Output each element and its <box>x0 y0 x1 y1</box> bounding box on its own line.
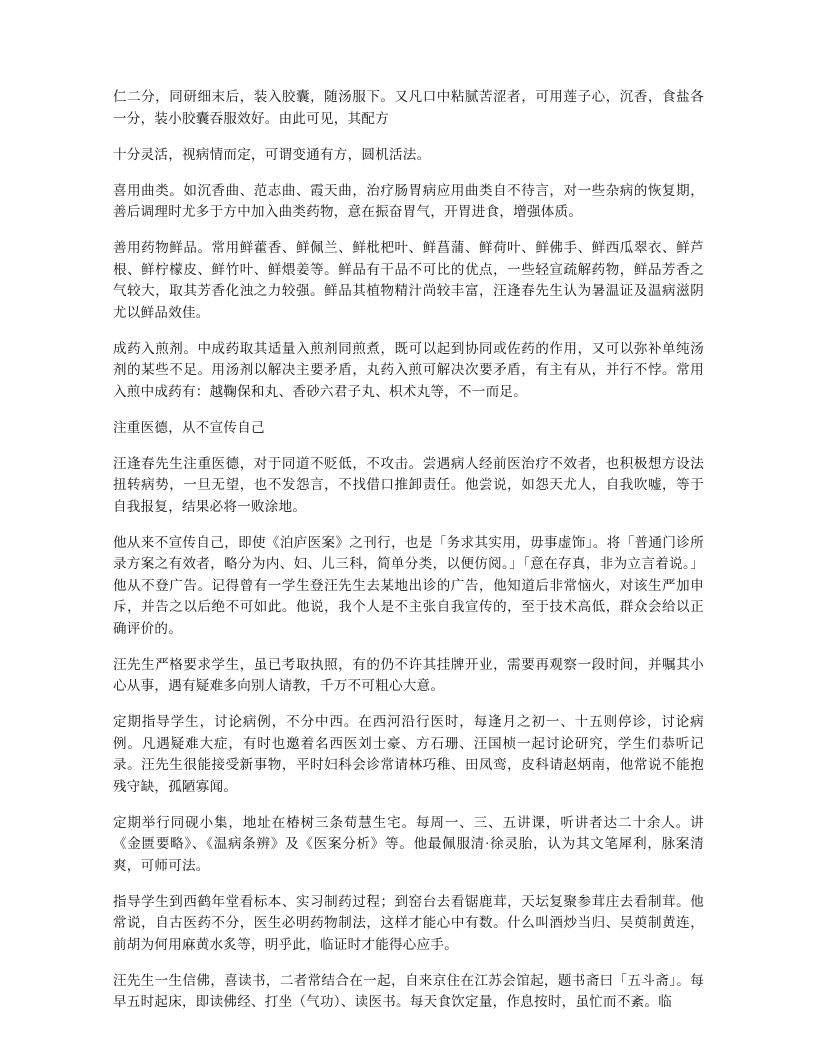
paragraph: 指导学生到西鹤年堂看标本、实习制药过程；到窑台去看锯鹿茸，天坛复聚参茸庄去看制茸。他常说，自古医药不分，医生必明药物制法，这样才能心中有数。什么叫酒炒当归、吴萸制黄连，前胡为何用麻黄水炙等，明乎此，临证时才能得心应手。 <box>113 893 704 952</box>
paragraph: 汪逢春先生注重医德，对于同道不贬低，不攻击。尝遇病人经前医治疗不效者，也积极想方设法扭转病势，一旦无望，也不发怨言，不找借口推卸责任。他尝说，如怨天尤人，自我吹嘘，等于自我报复，结果必将一败涂地。 <box>113 455 704 514</box>
paragraph: 善用药物鲜品。常用鲜藿香、鲜佩兰、鲜枇杷叶、鲜菖蒲、鲜荷叶、鲜佛手、鲜西瓜翠衣、鲜芦根、鲜柠檬皮、鲜竹叶、鲜煨姜等。鲜品有干品不可比的优点，一些轻宣疏解药物，鲜品芳香之气较大，取其芳香化浊之力较强。鲜品其植物精汁尚较丰富，汪逢春先生认为暑温证及温病滋阴尤以鲜品效佳。 <box>113 240 704 320</box>
paragraph: 仁二分，同研细末后，装入胶囊，随汤服下。又凡口中粘腻苦涩者，可用莲子心，沉香，食盐各一分，装小胶囊吞服效好。由此可见，其配方 <box>113 89 704 126</box>
paragraph: 定期举行同砚小集，地址在椿树三条荀慧生宅。每周一、三、五讲课，听讲者达二十余人。讲《金匮要略》、《温病条辨》及《医案分析》等。他最佩服清·徐灵胎，认为其文笔犀利，脉案清爽，可师可法。 <box>113 814 704 873</box>
paragraph: 汪先生一生信佛，喜读书，二者常结合在一起，自来京住在江苏会馆起，题书斋曰「五斗斋」。每早五时起床，即读佛经、打坐（气功）、读医书。每天食饮定量，作息按时，虽忙而不紊。临 <box>113 972 704 1009</box>
paragraph: 喜用曲类。如沉香曲、范志曲、霞天曲，治疗肠胃病应用曲类自不待言，对一些杂病的恢复期，善后调理时尤多于方中加入曲类药物，意在振奋胃气，开胃进食，增强体质。 <box>113 182 704 219</box>
paragraph: 定期指导学生，讨论病例，不分中西。在西河沿行医时，每逢月之初一、十五则停诊，讨论病例。凡遇疑难大症，有时也邀着名西医刘士豪、方石珊、汪国桢一起讨论研究，学生们恭听记录。汪先生很能接受新事物，平时妇科会诊常请林巧稚、田凤鸾，皮科请赵炳南，他常说不能抱残守缺，孤陋寡闻。 <box>113 714 704 794</box>
paragraph: 十分灵活，视病情而定，可谓变通有方，圆机活法。 <box>113 146 431 162</box>
paragraph: 他从来不宣传自己，即使《泊庐医案》之刊行，也是「务求其实用，毋事虚饰」。将「普通门诊所录方案之有效者，略分为内、妇、儿三科，简单分类，以便仿阅。」「意在存真，非为立言着说。」他从不登广告。记得曾有一学生登汪先生去某地出诊的广告，他知道后非常恼火，对该生严加申斥，并告之以后绝不可如此。他说，我个人是不主张自我宣传的，至于技术高低，群众会给以正确评价的。 <box>113 534 704 636</box>
paragraph: 汪先生严格要求学生，虽已考取执照，有的仍不许其挂牌开业，需要再观察一段时间，并嘱其小心从事，遇有疑难多向别人请教，千万不可粗心大意。 <box>113 656 704 693</box>
section-heading: 注重医德，从不宣传自己 <box>113 419 265 435</box>
paragraph: 成药入煎剂。中成药取其适量入煎剂同煎煮，既可以起到协同或佐药的作用，又可以弥补单纯汤剂的某些不足。用汤剂以解决主要矛盾，丸药入煎可解决次要矛盾，有主有从，并行不悖。常用入煎中成药有：越鞠保和丸、香砂六君子丸、枳术丸等，不一而足。 <box>113 340 704 399</box>
